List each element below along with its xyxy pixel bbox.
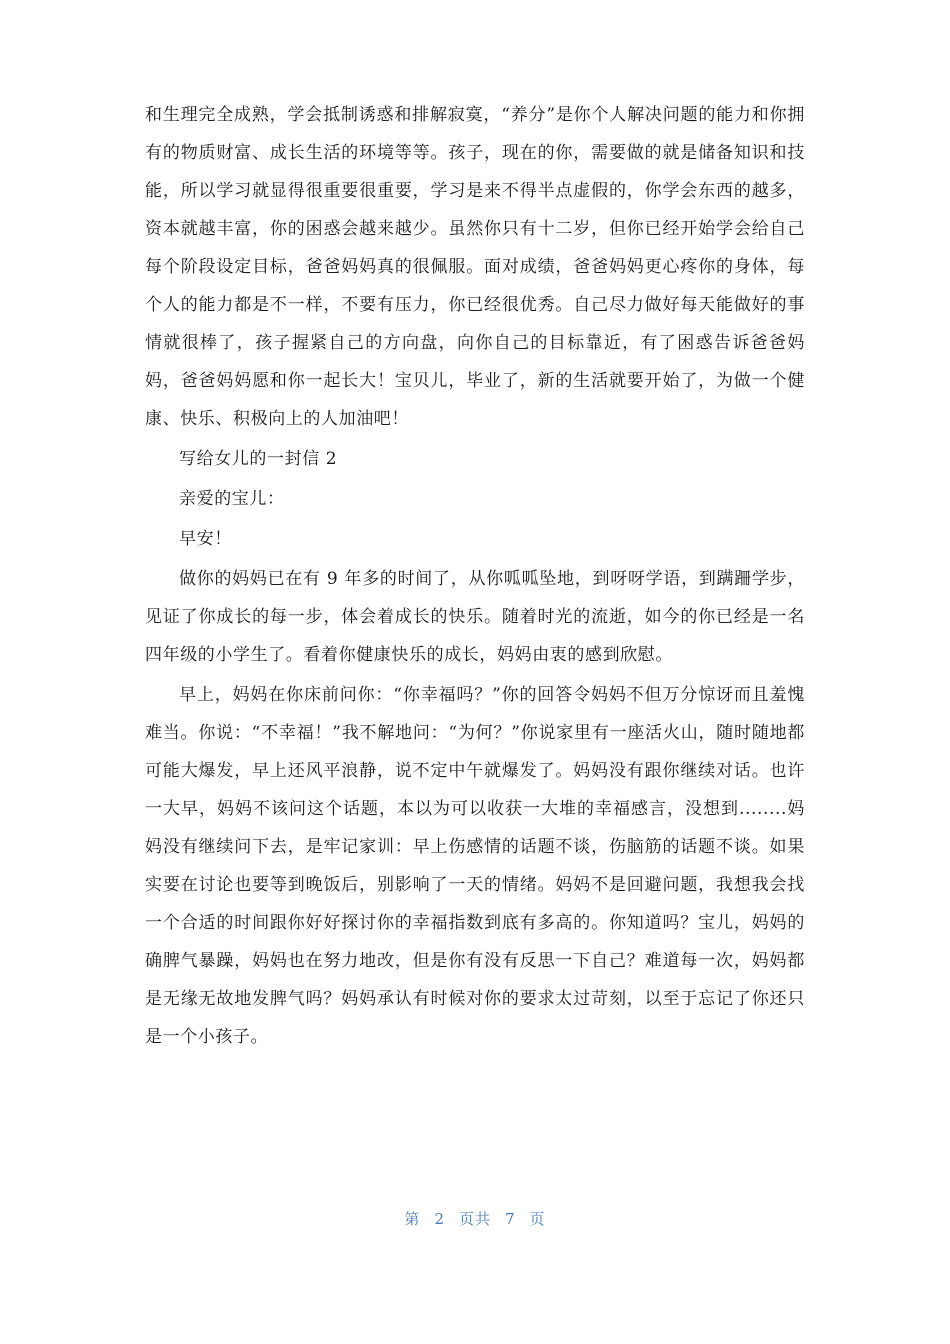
page-label-suffix: 页: [529, 1210, 546, 1228]
total-pages-number: 7: [505, 1210, 516, 1228]
paragraph-5: 做你的妈妈已在有 9 年多的时间了，从你呱呱坠地，到呀呀学语，到蹒跚学步，见证了你成长的每一步，体会着成长的快乐。随着时光的流逝，如今的你已经是一名四年级的小学生了。看着你健康快乐的成长，妈妈由衷的感到欣慰。: [145, 569, 805, 665]
letter-salutation: 亲爱的宝儿：: [179, 489, 285, 509]
current-page-number: 2: [434, 1210, 445, 1228]
page-label-prefix: 第: [404, 1210, 421, 1228]
paragraph-1: 和生理完全成熟，学会抵制诱惑和排解寂寞，“养分”是你个人解决问题的能力和你拥有的物质财富、成长生活的环境等等。孩子，现在的你，需要做的就是储备知识和技能，所以学习就显得很重要很重要，学习是来不得半点虚假的，你学会东西的越多，资本就越丰富，你的困惑会越来越少。虽然你只有十二岁，但你已经开始学会给自己每个阶段设定目标，爸爸妈妈真的很佩服。面对成绩，爸爸妈妈更心疼你的身体，每个人的能力都是不一样，不要有压力，你已经很优秀。自己尽力做好每天能做好的事情就很棒了，孩子握紧自己的方向盘，向你自己的目标靠近，有了困惑告诉爸爸妈妈，爸爸妈妈愿和你一起长大！宝贝儿，毕业了，新的生活就要开始了，为做一个健康、快乐、积极向上的人加油吧！: [145, 105, 805, 429]
page-footer: [0, 1208, 950, 1229]
letter-greeting: 早安！: [179, 529, 232, 549]
paragraph-6: 早上，妈妈在你床前问你：“你幸福吗？”你的回答令妈妈不但万分惊讶而且羞愧难当。你说：“不幸福！”我不解地问：“为何？”你说家里有一座活火山，随时随地都可能大爆发，早上还风平浪静，说不定中午就爆发了。妈妈没有跟你继续对话。也许一大早，妈妈不该问这个话题，本以为可以收获一大堆的幸福感言，没想到........妈妈没有继续问下去，是牢记家训：早上伤感情的话题不谈，伤脑筋的话题不谈。如果实要在讨论也要等到晚饭后，别影响了一天的情绪。妈妈不是回避问题，我想我会找一个合适的时间跟你好好探讨你的幸福指数到底有多高的。你知道吗？宝儿，妈妈的确脾气暴躁，妈妈也在努力地改，但是你有没有反思一下自己？难道每一次，妈妈都是无缘无故地发脾气吗？妈妈承认有时候对你的要求太过苛刻，以至于忘记了你还只是一个小孩子。: [145, 685, 805, 1047]
document-body: [145, 96, 805, 1056]
letter-title: 写给女儿的一封信 2: [179, 449, 338, 469]
page-label-middle: 页共: [458, 1210, 491, 1228]
